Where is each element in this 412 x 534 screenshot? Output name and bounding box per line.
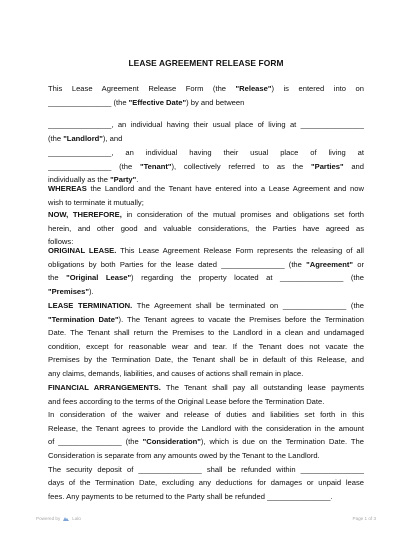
financial-line-7: The security deposit of _______________ shall be refunded within _______________ [48,464,364,474]
whereas-line-2: wish to terminate it mutually; [48,197,144,207]
therefore-paragraph [48,208,364,249]
financial-line-4: Release, the Tenant agrees to provide the Landlord with the consideration in the amount [48,423,364,433]
document-title: LEASE AGREEMENT RELEASE FORM [128,58,284,68]
termination-line-5: Premises by the Termination Date, the Tenant shall be in default of this Release, and [48,355,364,365]
termination-line-6: any claims, demands, liabilities, and causes of actions shall remain in place. [48,368,304,378]
landlord-line-1: _______________, an individual having their usual place of living at _______________ [48,120,364,129]
original-line-4: "Premises"). [48,286,94,296]
landlord-paragraph [48,118,364,145]
financial-line-5: of _______________ (the "Consideration"), which is due on the Termination Date. The [48,437,364,447]
tenant-paragraph [48,146,364,187]
termination-paragraph [48,299,364,381]
intro-line-2: _______________ (the "Effective Date") by and between [48,97,245,107]
therefore-line-3: follows: [48,237,74,247]
lalo-logo-icon [63,517,69,521]
whereas-line-1: WHEREAS the Landlord and the Tenant have entered into a Lease Agreement and now [48,184,364,193]
original-line-1: ORIGINAL LEASE. This Lease Agreement Release Form represents the releasing of all [48,246,364,255]
financial-paragraph [48,381,364,503]
powered-by-label: Powered by [36,516,61,521]
termination-line-2: "Termination Date"). The Tenant agrees to vacate the Premises before the Termination [48,314,364,324]
financial-line-1: FINANCIAL ARRANGEMENTS. The Tenant shall pay all outstanding lease payments [48,383,364,392]
intro-line-1: This Lease Agreement Release Form (the "Release") is entered into on [48,84,364,93]
financial-line-9: fees. Any payments to be returned to the Party shall be refunded _______________. [48,491,333,501]
tenant-line-2: _______________ (the "Tenant"), collectively referred to as the "Parties" and [48,161,364,171]
tenant-line-3: individually as the "Party". [48,175,139,185]
original-line-3: the "Original Lease") regarding the property located at _______________ (the [48,273,364,283]
tenant-line-1: _______________, an individual having their usual place of living at [48,148,364,157]
financial-line-3: In consideration of the waiver and release of duties and liabilities set forth in this [48,410,364,420]
original-line-2: obligations by both Parties for the lease dated _______________ (the "Agreement" or [48,259,364,269]
whereas-paragraph [48,182,364,209]
intro-paragraph [48,82,364,109]
landlord-line-2: (the "Landlord"), and [48,133,123,143]
therefore-line-2: herein, and other good and valuable considerations, the Parties have agreed as [48,223,364,233]
powered-by [36,516,81,521]
termination-line-1: LEASE TERMINATION. The Agreement shall be terminated on _______________ (the [48,301,364,310]
termination-line-3: Date. The Tenant shall return the Premises to the Landlord in a clean and undamaged [48,328,364,338]
page-indicator: Page 1 of 3 [352,516,376,521]
financial-line-2: and fees according to the terms of the Original Lease before the Termination Date. [48,396,325,406]
therefore-line-1: NOW, THEREFORE, in consideration of the mutual promises and obligations set forth [48,210,364,219]
financial-line-8: days of the Termination Date, excluding any deductions for damages or unpaid lease [48,478,364,488]
original-lease-paragraph [48,244,364,298]
termination-line-4: condition, except for reasonable wear and tear. If the Tenant does not vacate the [48,341,364,351]
brand-name: Lalo [72,516,81,521]
financial-line-6: Consideration is separate from any amounts owed by the Tenant to the Landlord. [48,450,320,460]
